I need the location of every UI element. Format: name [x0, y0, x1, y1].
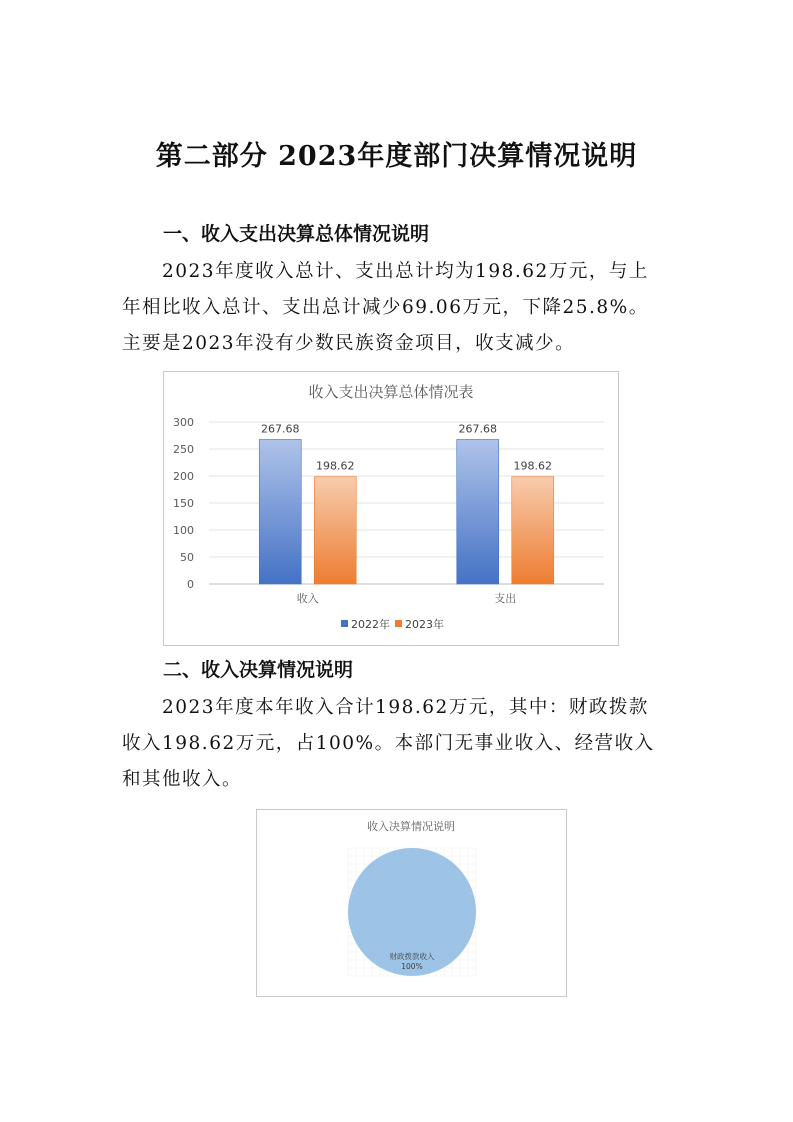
paragraph-income [122, 690, 677, 798]
chart-title: 收入支出决算总体情况表 [308, 383, 474, 401]
pie-chart-title: 收入决算情况说明 [367, 820, 455, 833]
pie-slice-label: 财政拨款收入 [389, 952, 435, 961]
y-tick-label: 100 [173, 524, 194, 537]
paragraph-line: 2023年度收入总计、支出总计均为198.62万元，与上 [162, 261, 649, 282]
bar-chart [163, 371, 619, 646]
bar-2023 [512, 477, 554, 584]
paragraph-line: 主要是2023年没有少数民族资金项目，收支减少。 [122, 333, 576, 354]
bar-2022 [259, 439, 301, 584]
pie-chart-svg [257, 810, 566, 996]
bar-2022 [457, 439, 499, 584]
paragraph-overall [122, 254, 677, 362]
y-tick-label: 200 [173, 470, 194, 483]
legend-swatch [341, 620, 348, 627]
paragraph-line: 收入198.62万元，占100%。本部门无事业收入、经营收入 [122, 733, 655, 754]
section-heading-overall: 一、收入支出决算总体情况说明 [163, 223, 430, 245]
paragraph-line: 2023年度本年收入合计198.62万元，其中：财政拨款 [162, 697, 649, 718]
legend-swatch [395, 620, 402, 627]
bar-data-label: 267.68 [261, 422, 300, 436]
legend-label: 2022年 [351, 618, 390, 631]
y-tick-label: 50 [180, 551, 194, 564]
bar-data-label: 198.62 [316, 459, 355, 473]
bar-2023 [314, 477, 356, 584]
bar-chart-svg [164, 372, 618, 645]
x-category-label: 收入 [296, 592, 319, 605]
legend-label: 2023年 [405, 618, 444, 631]
pie-slice-percent: 100% [401, 962, 423, 971]
x-category-label: 支出 [494, 592, 517, 605]
paragraph-line: 和其他收入。 [122, 769, 243, 790]
y-tick-label: 300 [173, 416, 194, 429]
y-tick-label: 250 [173, 443, 194, 456]
y-tick-label: 0 [187, 578, 194, 591]
bar-data-label: 198.62 [513, 459, 552, 473]
pie-chart [256, 809, 567, 997]
section-heading-income: 二、收入决算情况说明 [163, 659, 354, 681]
bar-data-label: 267.68 [458, 422, 497, 436]
y-tick-label: 150 [173, 497, 194, 510]
paragraph-line: 年相比收入总计、支出总计减少69.06万元，下降25.8%。 [122, 297, 649, 318]
page-title: 第二部分 2023年度部门决算情况说明 [155, 141, 638, 172]
